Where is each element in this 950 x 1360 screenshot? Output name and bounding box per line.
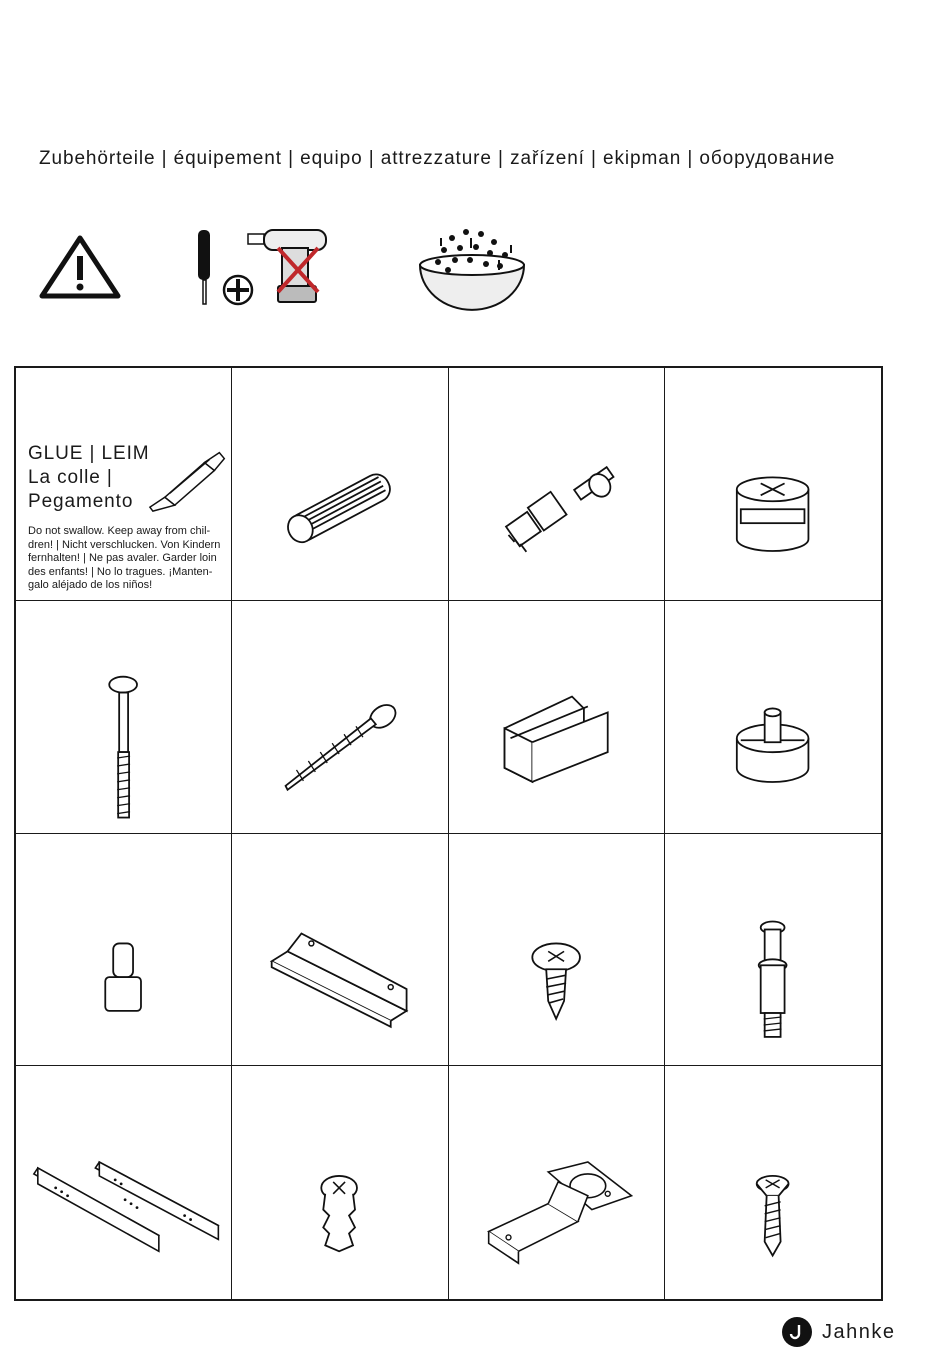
connector-bolt-cell bbox=[665, 834, 881, 1067]
page-title: Zubehörteile | équipement | equipo | attrezzature | zařízení | ekipman | оборудование bbox=[39, 148, 836, 169]
cabinet-hinge-icon bbox=[449, 1066, 664, 1299]
cam-lock-cell bbox=[665, 368, 881, 601]
cam-lock-icon bbox=[665, 368, 881, 600]
shelf-support-cup-icon bbox=[665, 601, 881, 833]
cam-bolt-icon bbox=[449, 368, 664, 600]
shelf-pin-cell bbox=[16, 834, 232, 1067]
warning-icon bbox=[42, 238, 118, 296]
glass-clip-cell bbox=[449, 601, 665, 834]
shelf-pin-icon bbox=[16, 834, 231, 1066]
wood-screw-cell bbox=[232, 601, 448, 834]
long-bolt-cell bbox=[16, 601, 232, 834]
parts-grid bbox=[14, 366, 883, 1301]
wood-screw-icon bbox=[232, 601, 447, 833]
long-bolt-icon bbox=[16, 601, 231, 833]
drawer-runners-icon bbox=[16, 1066, 231, 1299]
countersunk-screw-icon bbox=[665, 1066, 881, 1299]
brand-logo bbox=[782, 1316, 896, 1348]
tool-icons-row bbox=[0, 220, 560, 320]
parts-bowl-icon bbox=[420, 229, 524, 310]
cam-bolt-cell bbox=[449, 368, 665, 601]
plastic-anchor-icon bbox=[232, 1066, 447, 1299]
brand-logo-icon bbox=[782, 1317, 812, 1347]
glue-warning: Do not swallow. Keep away from chil-dren! | Nicht verschlucken. Von Kindern fernhalten! | Ne pas avaler. Garder loin des enfants! | No lo tragues. ¡Manten-galo aléjado de los niños! bbox=[28, 525, 221, 591]
metal-bracket-icon bbox=[232, 834, 447, 1066]
metal-bracket-cell bbox=[232, 834, 448, 1067]
screwdriver-icon bbox=[198, 230, 210, 304]
cabinet-hinge-cell bbox=[449, 1066, 665, 1299]
glue-label: GLUE | LEIM La colle | Pegamento bbox=[28, 443, 150, 512]
plastic-anchor-cell bbox=[232, 1066, 448, 1299]
no-power-drill-icon bbox=[248, 230, 326, 302]
shelf-support-cup-cell bbox=[665, 601, 881, 834]
pan-head-screw-cell bbox=[449, 834, 665, 1067]
wooden-dowel-cell bbox=[232, 368, 448, 601]
glass-clip-icon bbox=[449, 601, 664, 833]
brand-name: Jahnke bbox=[822, 1320, 896, 1343]
glue-cell bbox=[16, 368, 232, 601]
phillips-icon bbox=[224, 276, 252, 304]
wooden-dowel-icon bbox=[232, 368, 447, 600]
connector-bolt-icon bbox=[665, 834, 881, 1066]
countersunk-screw-cell bbox=[665, 1066, 881, 1299]
pan-head-screw-icon bbox=[449, 834, 664, 1066]
drawer-runners-cell bbox=[16, 1066, 232, 1299]
